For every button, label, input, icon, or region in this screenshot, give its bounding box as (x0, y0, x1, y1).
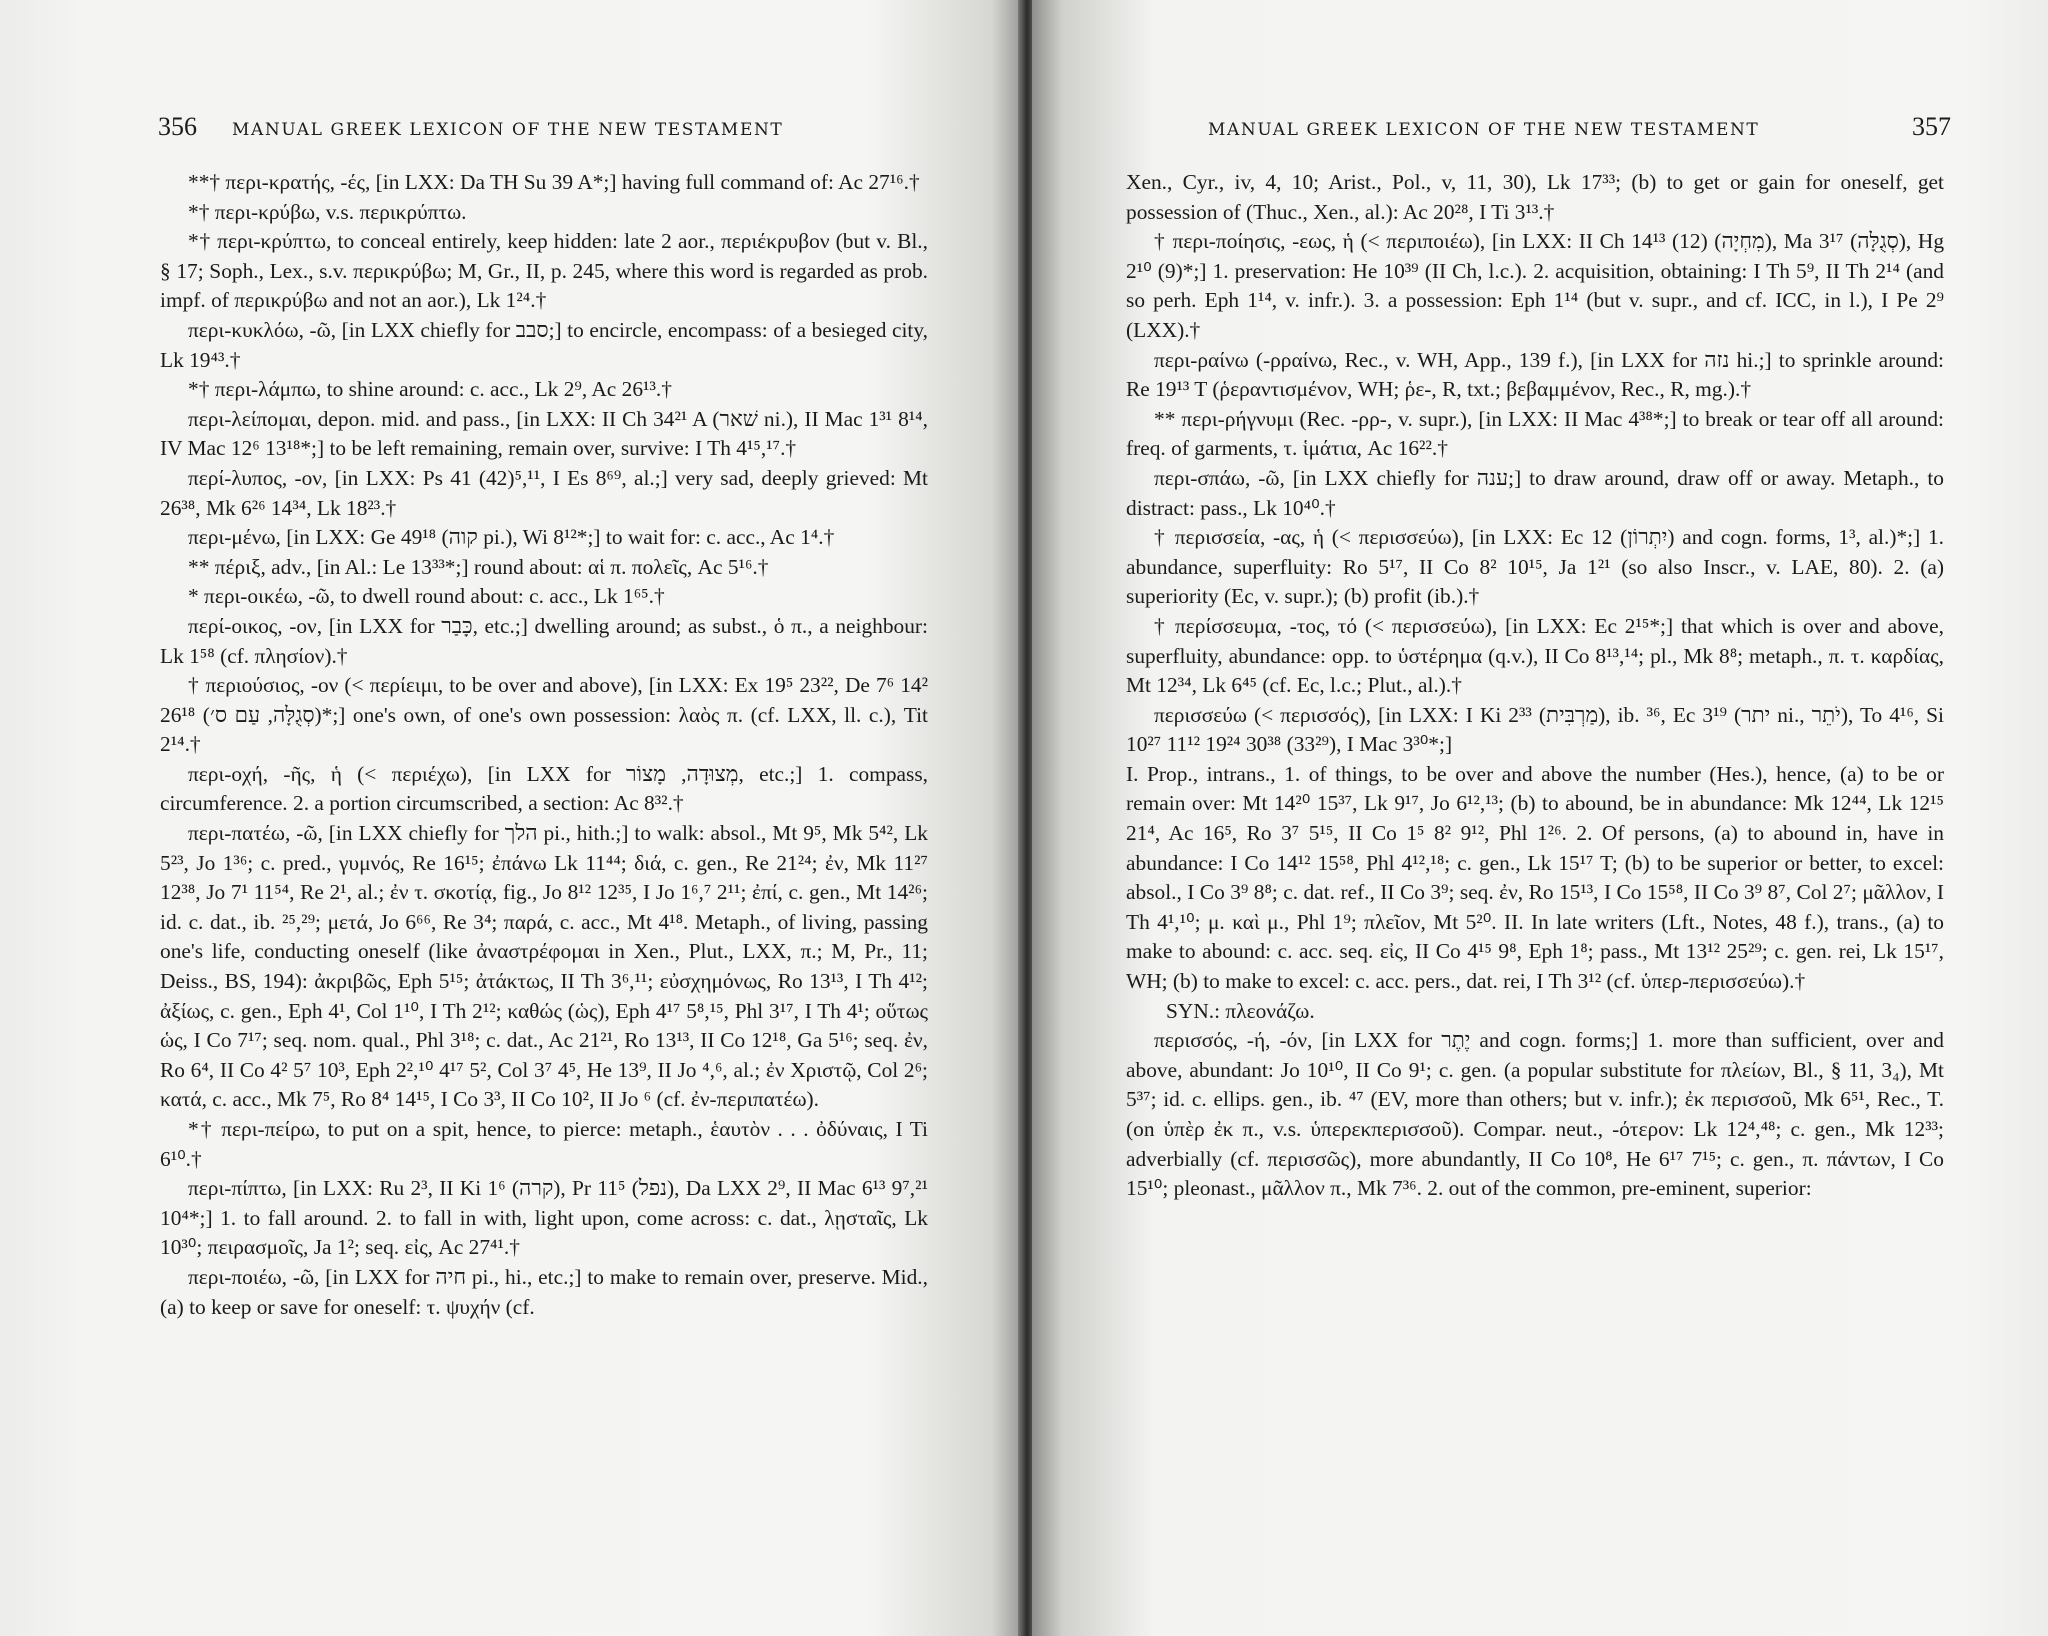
lexicon-entry: περι-ραίνω (-ρραίνω, Rec., v. WH, App., 139 f.), [in LXX for נזה hi.;] to sprinkle around: Re 19¹³ T (ῥεραντισμένον, WH; ῥε-, R, txt.; βεβαμμένον, Rec., R, mg.).† (1126, 347, 1944, 402)
running-head: MANUAL GREEK LEXICON OF THE NEW TESTAMENT (1208, 120, 1760, 140)
synonym-note: SYN.: πλεονάζω. (1166, 998, 1315, 1023)
lexicon-entry: περι-ποιέω, -ῶ, [in LXX for חיה pi., hi., etc.;] to make to remain over, preserve. Mid., (a) to keep or save for oneself: τ. ψυχήν (cf. (160, 1264, 929, 1319)
lexicon-entry: † περίσσευμα, -τος, τό (< περισσεύω), [in LXX: Ec 2¹⁵*;] that which is over and above, superfluity, abundance: opp. to ὑστέρημα (q.v.), II Co 8¹³,¹⁴; pl., Mk 8⁸; metaph., π. τ. καρδίας, Mt 12³⁴, Lk 6⁴⁵ (cf. Ec, l.c.; Plut., al.).† (1126, 613, 1944, 698)
lexicon-entry: περι-λείπομαι, depon. mid. and pass., [in LXX: II Ch 34²¹ A (שׁאר ni.), II Mac 1³¹ 8¹⁴, IV Mac 12⁶ 13¹⁸*;] to be left remaining, remain over, survive: I Th 4¹⁵,¹⁷.† (160, 406, 928, 461)
lexicon-column (1126, 168, 1944, 1204)
lexicon-entry: περι-οχή, -ῆς, ἡ (< περιέχω), [in LXX for מְצוּדָה, מָצוֹר, etc.;] 1. compass, circumference. 2. a portion circumscribed, a section: Ac 8³².† (160, 761, 929, 816)
lexicon-entry: περί-λυπος, -ον, [in LXX: Ps 41 (42)⁵,¹¹, I Es 8⁶⁹, al.;] very sad, deeply grieved: Mt 26³⁸, Mk 6²⁶ 14³⁴, Lk 18²³.† (160, 465, 928, 520)
lexicon-entry: † περισσεία, -ας, ἡ (< περισσεύω), [in LXX: Ec 12 (יִתְרוֹן) and cogn. forms, 1³, al.)*;] 1. abundance, superfluity: Ro 5¹⁷, II Co 8² 10¹⁵, Ja 1²¹ (so also Inscr., v. LAE, 80). 2. (a) superiority (Ec, v. supr.); (b) profit (ib.).† (1126, 525, 1944, 609)
lexicon-entry: Xen., Cyr., iv, 4, 10; Arist., Pol., v, 11, 30), Lk 17³³; (b) to get or gain for oneself, get possession of (Thuc., Xen., al.): Ac 20²⁸, I Ti 3¹³.† (1126, 170, 1944, 224)
lexicon-entry: * περι-οικέω, -ῶ, to dwell round about: c. acc., Lk 1⁶⁵.† (188, 584, 665, 609)
lexicon-entry: *† περι-λάμπω, to shine around: c. acc., Lk 2⁹, Ac 26¹³.† (188, 377, 672, 402)
lexicon-entry: † περι-ποίησις, -εως, ἡ (< περιποιέω), [in LXX: II Ch 14¹³ (12) (מִחְיָה), Ma 3¹⁷ (סְגֻלָּה), Hg 2¹⁰ (9)*;] 1. preservation: He 10³⁹ (II Ch, l.c.). 2. acquisition, obtaining: I Th 5⁹, II Th 2¹⁴ (and so perh. Eph 1¹⁴, v. infr.). 3. a possession: Eph 1¹⁴ (but v. supr., and cf. ICC, in l.), I Pe 2⁹ (LXX).† (1126, 229, 1945, 342)
right-page (1032, 0, 2048, 1636)
lexicon-entry: **† περι-κρατής, -ές, [in LXX: Da TH Su 39 A*;] having full command of: Ac 27¹⁶.† (188, 170, 920, 194)
lexicon-entry: *† περι-πείρω, to put on a spit, hence, to pierce: metaph., ἑαυτὸν . . . ὀδύναις, I Ti 6¹⁰.† (160, 1117, 928, 1171)
lexicon-entry: περι-πατέω, -ῶ, [in LXX chiefly for הלך pi., hith.;] to walk: absol., Mt 9⁵, Mk 5⁴², Lk 5²³, Jo 1³⁶; c. pred., γυμνός, Re 16¹⁵; ἐπάνω Lk 11⁴⁴; διά, c. gen., Re 21²⁴; ἐν, Mk 11²⁷ 12³⁸, Jo 7¹ 11⁵⁴, Re 2¹, al.; ἐν τ. σκοτίᾳ, fig., Jo 8¹² 12³⁵, I Jo 1⁶,⁷ 2¹¹; ἐπί, c. gen., Mt 14²⁶; id. c. dat., ib. ²⁵,²⁹; μετά, Jo 6⁶⁶, Re 3⁴; παρά, c. acc., Mt 4¹⁸. Metaph., of living, passing one's life, conducting oneself (like ἀναστρέφομαι in Xen., Plut., LXX, π.; M, Pr., 11; Deiss., BS, 194): ἀκριβῶς, Eph 5¹⁵; ἀτάκτως, II Th 3⁶,¹¹; εὐσχημόνως, Ro 13¹³, I Th 4¹²; ἀξίως, c. gen., Eph 4¹, Col 1¹⁰, I Th 2¹²; καθώς (ὡς), Eph 4¹⁷ 5⁸,¹⁵, Phl 3¹⁷, I Th 4¹; οὕτως ὡς, I Co 7¹⁷; seq. nom. qual., Phl 3¹⁸; c. dat., Ac 21²¹, Ro 13¹³, II Co 12¹⁸, Ga 5¹⁶; seq. ἐν, Ro 6⁴, II Co 4² 5⁷ 10³, Eph 2²,¹⁰ 4¹⁷ 5², Col 3⁷ 4⁵, He 13⁹, II Jo ⁴,⁶, al.; ἐν Χριστῷ, Col 2⁶; κατά, c. acc., Mk 7⁵, Ro 8⁴ 14¹⁵, I Co 3³, II Co 10², II Jo ⁶ (cf. ἐν-περιπατέω). (160, 821, 928, 1112)
page-number: 357 (1912, 112, 1951, 141)
lexicon-entry: † περιούσιος, -ον (< περίειμι, to be over and above), [in LXX: Ex 19⁵ 23²², De 7⁶ 14² 26¹⁸ (סְגֻלָּה, עַם ס׳)*;] one's own, of one's own possession: λαὸς π. (cf. LXX, ll. c.), Tit 2¹⁴.† (160, 673, 928, 757)
lexicon-entry: ** περι-ρήγνυμι (Rec. -ρρ-, v. supr.), [in LXX: II Mac 4³⁸*;] to break or tear off all around: freq. of garments, τ. ἱμάτια, Ac 16²².† (1126, 406, 1944, 461)
lexicon-entry: *† περι-κρύπτω, to conceal entirely, keep hidden: late 2 aor., περιέκρυβον (but v. Bl., § 17; Soph., Lex., s.v. περικρύβω; M, Gr., II, p. 245, where this word is regarded as prob. impf. of περικρύβω and not an aor.), Lk 1²⁴.† (160, 229, 928, 313)
lexicon-column (160, 168, 928, 1322)
lexicon-entry: ** πέριξ, adv., [in Al.: Le 13³³*;] round about: αἱ π. πολεῖς, Ac 5¹⁶.† (188, 554, 769, 579)
lexicon-entry: περι-πίπτω, [in LXX: Ru 2³, II Ki 1⁶ (קרה), Pr 11⁵ (נפל), Da LXX 2⁹, II Mac 6¹³ 9⁷,²¹ 10⁴*;] 1. to fall around. 2. to fall in with, light upon, come across: c. dat., λῃσταῖς, Lk 10³⁰; πειρασμοῖς, Ja 1²; seq. εἰς, Ac 27⁴¹.† (160, 1176, 928, 1260)
lexicon-entry: περι-κυκλόω, -ῶ, [in LXX chiefly for סבב;] to encircle, encompass: of a besieged city, Lk 19⁴³.† (160, 317, 928, 372)
lexicon-entry: περί-οικος, -ον, [in LXX for כָּבַר, etc.;] dwelling around; as subst., ὁ π., a neighbour: Lk 1⁵⁸ (cf. πλησίον).† (160, 613, 928, 668)
lexicon-entry: *† περι-κρύβω, v.s. περικρύπτω. (188, 199, 467, 224)
lexicon-entry: περισσεύω (< περισσός), [in LXX: I Ki 2³³ (מַרְבִּית), ib. ³⁶, Ec 3¹⁹ (יתר ni., יֹתֵר), To 4¹⁶, Si 10²⁷ 11¹² 19²⁴ 30³⁸ (33²⁹), I Mac 3³⁰*;] (1126, 702, 1944, 757)
running-head: MANUAL GREEK LEXICON OF THE NEW TESTAMENT (232, 120, 784, 140)
lexicon-entry: περι-μένω, [in LXX: Ge 49¹⁸ (קוה pi.), Wi 8¹²*;] to wait for: c. acc., Ac 1⁴.† (188, 525, 835, 550)
page-number: 356 (158, 112, 197, 141)
lexicon-entry: I. Prop., intrans., 1. of things, to be over and above the number (Hes.), hence, (a) to be or remain over: Mt 14²⁰ 15³⁷, Lk 9¹⁷, Jo 6¹²,¹³; (b) to abound, be in abundance: Mk 12⁴⁴, Lk 12¹⁵ 21⁴, Ac 16⁵, Ro 3⁷ 5¹⁵, II Co 1⁵ 8² 9¹², Phl 1²⁶. 2. Of persons, (a) to abound in, have in abundance: I Co 14¹² 15⁵⁸, Phl 4¹²,¹⁸; c. gen., Lk 15¹⁷ T; (b) to be superior or better, to excel: absol., I Co 3⁹ 8⁸; c. dat. ref., II Co 3⁹; seq. ἐν, Ro 15¹³, I Co 15⁵⁸, II Co 3⁹ 8⁷, Col 2⁷; μᾶλλον, I Th 4¹,¹⁰; μ. καὶ μ., Phl 1⁹; πλεῖον, Mt 5²⁰. II. In late writers (Lft., Notes, 48 f.), trans., (a) to make to abound: c. acc. seq. εἰς, II Co 4¹⁵ 9⁸, Eph 1⁸; pass., Mt 13¹² 25²⁹; c. gen. rei, Lk 15¹⁷, WH; (b) to make to excel: c. acc. pers., dat. rei, I Th 3¹² (cf. ὑπερ-περισσεύω).† (1126, 761, 1944, 994)
lexicon-entry: περι-σπάω, -ῶ, [in LXX chiefly for ענה;] to draw around, draw off or away. Metaph., to distract: pass., Lk 10⁴⁰.† (1126, 465, 1944, 520)
left-page (0, 0, 1022, 1636)
lexicon-entry: περισσός, -ή, -όν, [in LXX for יֶתֶר and cogn. forms;] 1. more than sufficient, over and above, abundant: Jo 10¹⁰, II Co 9¹; c. gen. (a popular substitute for πλείων, Bl., § 11, 3₄), Mt 5³⁷; id. c. ellips. gen., ib. ⁴⁷ (EV, more than others; but v. infr.); ἐκ περισσοῦ, Mk 6⁵¹, Rec., T. (on ὑπὲρ ἐκ π., v.s. ὑπερεκπερισσοῦ). Compar. neut., -ότερον: Lk 12⁴,⁴⁸; c. gen., Mk 12³³; adverbially (cf. περισσῶς), more abundantly, II Co 10⁸, He 6¹⁷ 7¹⁵; c. gen., π. πάντων, I Co 15¹⁰; pleonast., μᾶλλον π., Mk 7³⁶. 2. out of the common, pre-eminent, superior: (1126, 1028, 1944, 1201)
